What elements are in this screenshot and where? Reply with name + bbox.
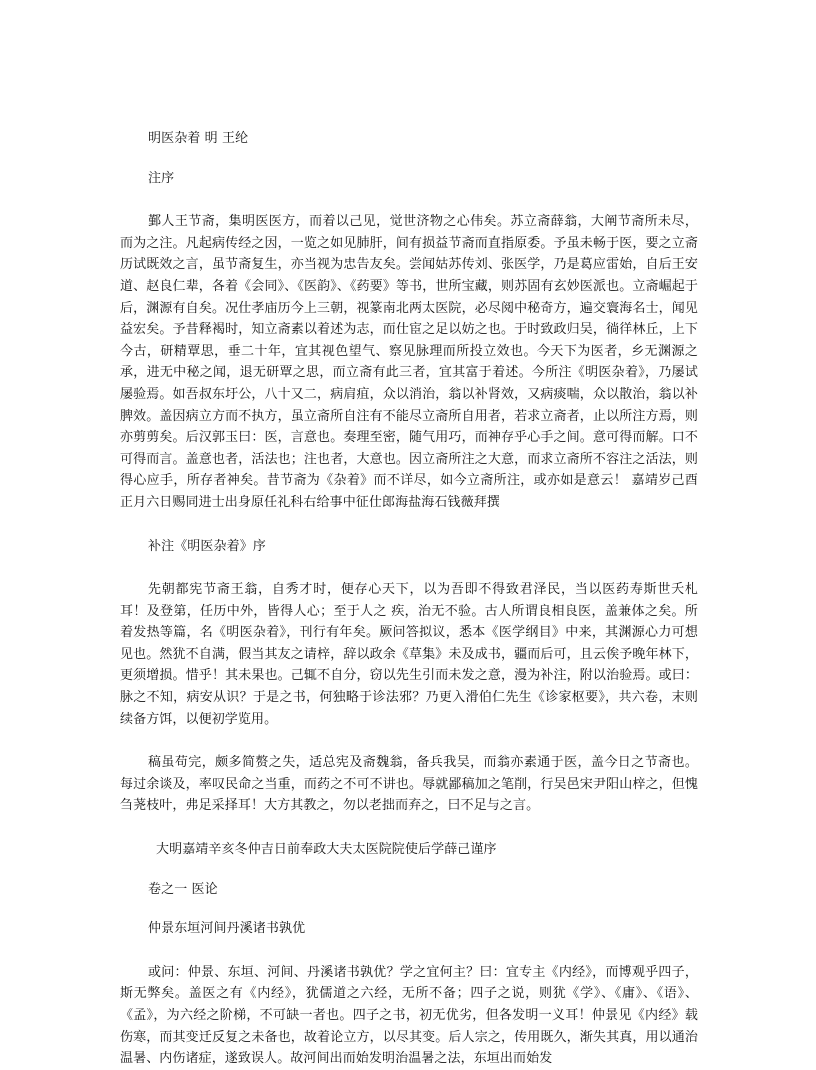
supplement-signature: 大明嘉靖辛亥冬仲吉日前奉政大夫太医院院使后学薛己谨序 (156, 842, 497, 858)
discussion-paragraph: 或问：仲景、东垣、河间、丹溪诸书孰优？学之宜何主？曰：宜专主《内经》，而博观乎四子，斯无弊矣。盖医之有《内经》，犹儒道之六经，无所不备；四子之说，则犹《学》、《庸》、《语》、《孟》，为六经之阶梯，不可缺一者也。四子之书，初无优劣，但各发明一义耳！仲景见《内经》载伤寒，而其变迁反复之未备也，故着论立方，以尽其变。后人宗之，传用既久，渐失其真，用以通治温暑、内伤诸症，遂致误人。故河间出而始发明治温暑之法，东垣出而始发 (120, 964, 698, 1067)
supplement-preface-heading: 补注《明医杂着》序 (148, 538, 266, 554)
supplement-paragraph-1: 先朝都宪节斋王翁，自秀才时，便存心天下，以为吾即不得致君泽民，当以医药寿斯世夭札耳！及登第，任历中外，皆得人心；至于人之 疾，治无不验。古人所谓良相良医，盖兼体之矣。所着发热等篇，名《明医杂着》，刊行有年矣。厥问答拟议，悉本《医学纲目》中来，其渊源心力可想见也。然犹不自满，假当其友之请梓，辞以政余《草集》未及成书，疆而后可，且云俟予晚年林下，更须增损。惜乎！其未果也。己辄不自分，窃以先生引而未发之意，漫为补注，附以治验焉。或曰：脉之不知，病安从识？于是之书，何独略于诊法邪？乃更入滑伯仁先生《诊家枢要》，共六卷，末则续备方饵，以便初学览用。 (120, 582, 698, 727)
preface-heading: 注序 (148, 170, 175, 186)
supplement-paragraph-2: 稿虽苟完，颇多简赘之失，适总宪及斋魏翁，备兵我吴，而翁亦素通于医，盖今日之节斋也。每过余谈及，率叹民命之当重，而药之不可不讲也。辱就鄙稿加之笔削，行吴邑宋尹阳山梓之，但愧刍荛枝叶，弗足采择耳！大方其教之，勿以老拙而弃之，曰不足与之言。 (120, 755, 698, 814)
volume-heading: 卷之一 医论 (148, 881, 218, 897)
document-title: 明医杂着 明 王纶 (148, 131, 249, 146)
section-subheading: 仲景东垣河间丹溪诸书孰优 (148, 921, 306, 937)
preface-paragraph: 鄞人王节斋，集明医医方，而着以己见，觉世济物之心伟矣。苏立斋薛翁，大阐节斋所未尽，而为之注。凡起病传经之因，一览之如见肺肝，间有损益节斋而直指原委。予虽未畅于医，要之立斋历试既效之言，虽节斋复生，亦当视为忠告友矣。尝闻姑苏传刘、张医学，乃是葛应雷始，自后王安道、赵良仁辈，各着《会同》、《医韵》、《药要》等书，世所宝藏，则苏固有玄妙医派也。立斋崛起于后，渊源有自矣。况仕孝庙历今上三朝，视篆南北两太医院，必尽阅中秘奇方，遍交寰海名士，闻见益宏矣。予昔释褐时，知立斋素以着述为志，而仕宦之足以妨之也。于时致政归吴，徜徉林丘，上下今古，研精覃思，垂二十年，宜其视色望气、察见脉理而所投立效也。今天下为医者，乡无渊源之承，进无中秘之闻，退无研覃之思，而立斋有此三者，宜其富于着述。今所注《明医杂着》，乃屡试屡验焉。如吾叔东圩公，八十又二，病肩疽，众以消治，翁以补肾效，又病痰喘，众以散治，翁以补脾效。盖因病立方而不执方，虽立斋所自注有不能尽立斋所自用者，若求立斋者，止以所注方焉，则亦剪剪矣。后汉郭玉曰：医，言意也。奏理至密，随气用巧，而神存乎心手之间。意可得而解。口不可得而言。盖意也者，活法也；注也者，大意也。因立斋所注之大意，而求立斋所不容注之活法，则得心应手，所存者神矣。昔节斋为《杂着》而不详尽，如今立斋所注，或亦如是意云！ 嘉靖岁己酉正月六日赐同进士出身原任礼科右给事中征仕郎海盐海石钱薇拜撰 (120, 214, 698, 510)
document-body (120, 128, 698, 1070)
